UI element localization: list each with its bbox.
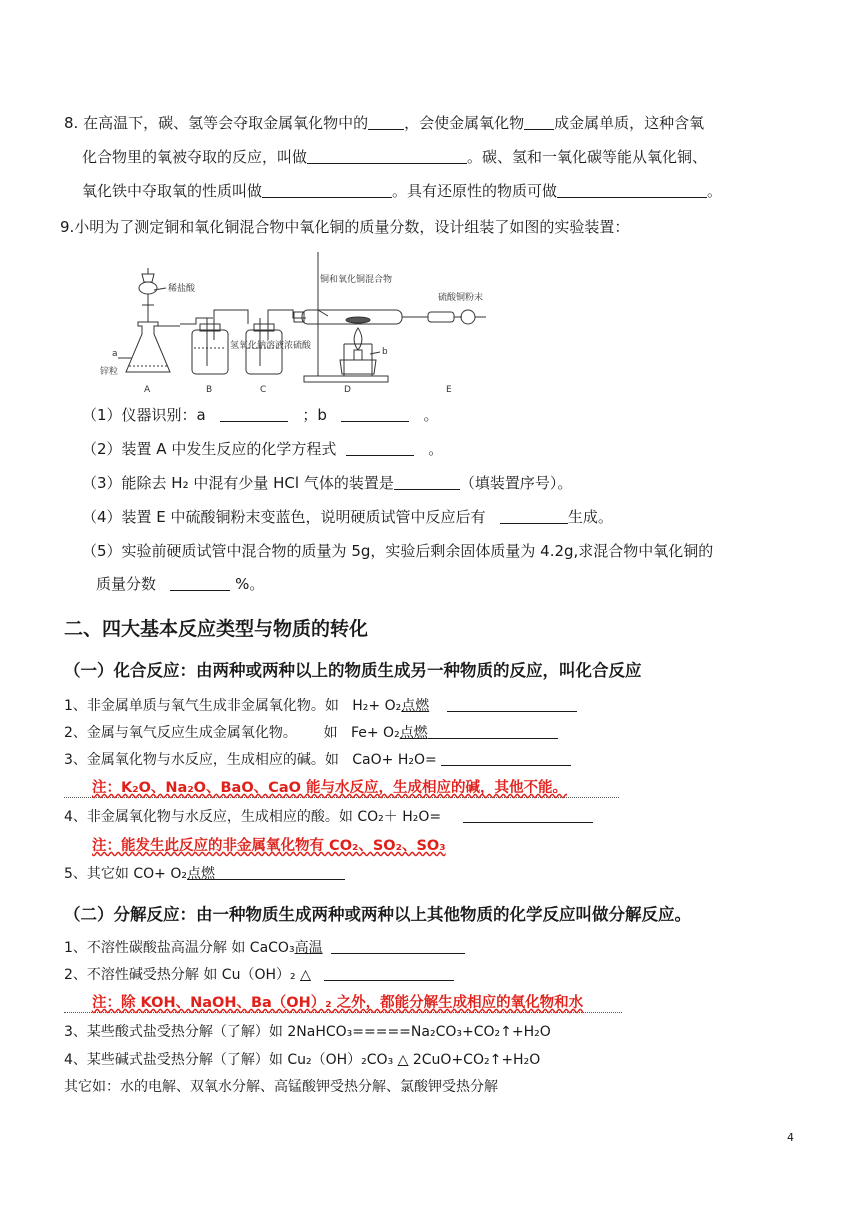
- label-cuso4: 硫酸铜粉末: [438, 293, 484, 303]
- q9-sub5b: 质量分数 %。: [96, 575, 265, 593]
- q9-sub2: （2）装置 A 中发生反应的化学方程式 。: [82, 440, 444, 458]
- label-naoh: 氢氧化钠溶液: [230, 341, 285, 351]
- decomposition-title: （二）分解反应：由一种物质生成两种或两种以上其他物质的化学反应叫做分解反应。: [64, 905, 691, 924]
- label-h2so4: 浓硫酸: [284, 341, 312, 351]
- q9-sub1: （1）仪器识别：a ；b 。: [82, 406, 439, 424]
- decomposition-item-3: 3、某些酸式盐受热分解（了解）如 2NaHCO₃=====Na₂CO₃+CO₂↑+H₂O: [64, 1024, 551, 1040]
- answer-blank[interactable]: [394, 474, 460, 490]
- answer-blank[interactable]: [262, 182, 392, 198]
- apparatus-figure: [100, 248, 508, 398]
- answer-blank[interactable]: [346, 440, 414, 456]
- decomposition-item-1: 1、不溶性碳酸盐高温分解 如 CaCO₃高温: [64, 938, 465, 958]
- answer-blank[interactable]: [368, 114, 404, 130]
- answer-blank[interactable]: [463, 807, 593, 823]
- answer-blank[interactable]: [441, 750, 571, 766]
- answer-blank[interactable]: [307, 148, 467, 164]
- q9-sub4: （4）装置 E 中硫酸铜粉末变蓝色，说明硬质试管中反应后有 生成。: [82, 508, 613, 526]
- decomposition-item-4: 4、某些碱式盐受热分解（了解）如 Cu₂（OH）₂CO₃ △ 2CuO+CO₂↑+H₂O: [64, 1052, 541, 1068]
- combination-item-3: 3、金属氧化物与水反应，生成相应的碱。如 CaO+ H₂O=: [64, 750, 571, 770]
- letter-e: E: [446, 385, 452, 395]
- section2-title: 二、四大基本反应类型与物质的转化: [64, 618, 369, 640]
- combination-item-2: 2、金属与氧气反应生成金属氧化物。 如 Fe+ O₂点燃: [64, 723, 558, 743]
- answer-blank[interactable]: [557, 182, 707, 198]
- answer-blank[interactable]: [215, 864, 345, 880]
- decomposition-item-2: 2、不溶性碱受热分解 如 Cu（OH）₂ △: [64, 965, 454, 985]
- answer-blank[interactable]: [447, 696, 577, 712]
- combination-item-4: 4、非金属氧化物与水反应，生成相应的酸。如 CO₂＋ H₂O=: [64, 807, 593, 827]
- answer-blank[interactable]: [428, 723, 558, 739]
- answer-blank[interactable]: [500, 508, 568, 524]
- q9-sub3: （3）能除去 H₂ 中混有少量 HCl 气体的装置是 （填装置序号）。: [82, 474, 573, 492]
- label-b: b: [382, 347, 388, 357]
- page-number: 4: [787, 1131, 794, 1144]
- answer-blank[interactable]: [331, 938, 465, 954]
- q8-line2: 化合物里的氧被夺取的反应，叫做 。碳、氢和一氧化碳等能从氧化铜、: [82, 148, 708, 166]
- answer-blank[interactable]: [324, 965, 454, 981]
- decomposition-note: 注：除 KOH、NaOH、Ba（OH）₂ 之外，都能分解生成相应的氧化物和水: [92, 995, 584, 1011]
- answer-blank[interactable]: [524, 114, 554, 130]
- q8-line1: 8. 在高温下，碳、氢等会夺取金属氧化物中的 ，会使金属氧化物 成金属单质，这种含氧: [64, 114, 705, 132]
- letter-b: B: [206, 385, 213, 395]
- label-a: a: [112, 349, 118, 359]
- combination-note-2: 注：能发生此反应的非金属氧化物有 CO₂、SO₂、SO₃: [92, 838, 446, 854]
- label-acid: 稀盐酸: [168, 284, 196, 294]
- letter-a: A: [144, 385, 151, 395]
- letter-d: D: [344, 385, 351, 395]
- combination-title: （一）化合反应：由两种或两种以上的物质生成另一种物质的反应，叫化合反应: [64, 661, 642, 680]
- answer-blank[interactable]: [341, 406, 409, 422]
- q9-sub5a: （5）实验前硬质试管中混合物的质量为 5g，实验后剩余固体质量为 4.2g,求混合物中氧化铜的: [82, 542, 714, 560]
- q8-line3: 氧化铁中夺取氧的性质叫做 。具有还原性的物质可做 。: [82, 182, 723, 200]
- label-zn: 锌粒: [100, 367, 119, 377]
- combination-note-1: 注：K₂O、Na₂O、BaO、CaO 能与水反应，生成相应的碱，其他不能。: [92, 780, 567, 796]
- answer-blank[interactable]: [170, 575, 230, 591]
- combination-item-1: 1、非金属单质与氧气生成非金属氧化物。如 H₂+ O₂点燃: [64, 696, 577, 716]
- answer-blank[interactable]: [220, 406, 288, 422]
- q9-intro: 9.小明为了测定铜和氧化铜混合物中氧化铜的质量分数，设计组装了如图的实验装置：: [60, 218, 630, 236]
- decomposition-other: 其它如：水的电解、双氧水分解、高锰酸钾受热分解、氯酸钾受热分解: [64, 1079, 498, 1095]
- letter-c: C: [260, 385, 267, 395]
- combination-item-5: 5、其它如 CO+ O₂点燃: [64, 864, 345, 884]
- label-mix: 铜和氧化铜混合物: [320, 275, 393, 285]
